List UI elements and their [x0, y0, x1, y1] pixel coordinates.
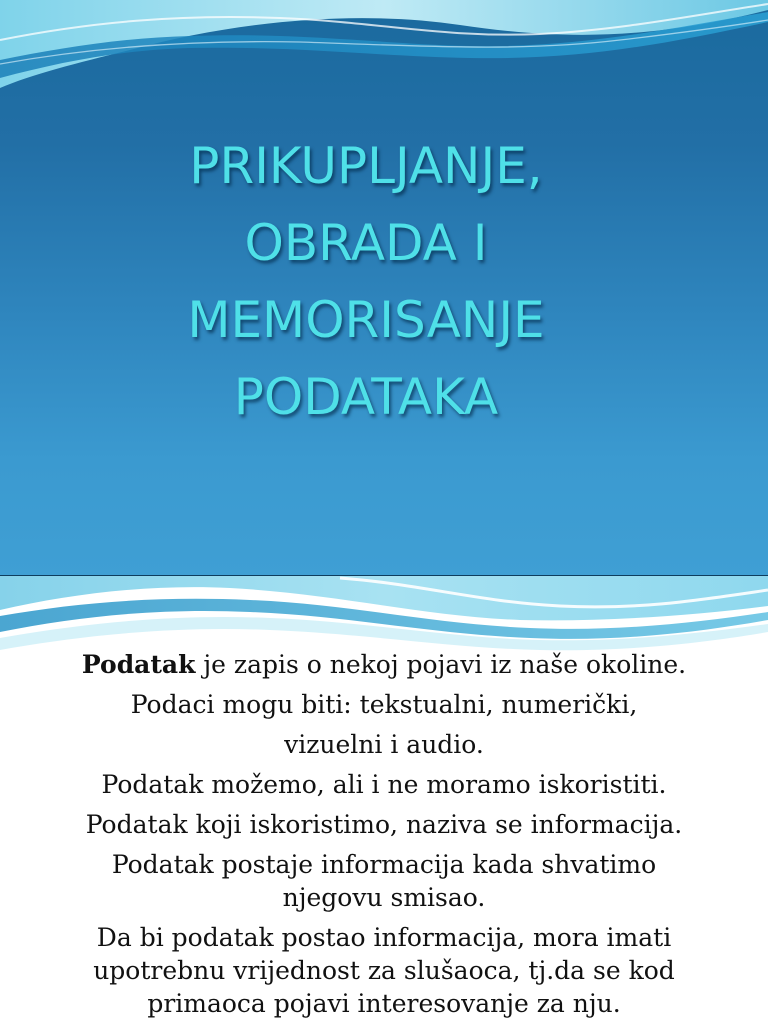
paragraph-text: je zapis o nekoj pojavi iz naše okoline. — [195, 650, 687, 679]
title-line: PODATAKA — [233, 368, 499, 426]
content-slide — [0, 576, 768, 1024]
paragraph — [20, 648, 748, 681]
bold-term: Podatak — [81, 650, 196, 679]
slide-title — [100, 128, 632, 436]
wave-decoration — [0, 0, 768, 120]
wave-decoration — [0, 576, 768, 656]
paragraph: vizuelni i audio. — [284, 730, 484, 759]
paragraph: Podaci mogu biti: tekstualni, numerički, — [130, 690, 638, 719]
title-line: OBRADA I — [244, 214, 488, 272]
paragraph: Podatak postaje informacija kada shvatimo njegovu smisao. — [111, 850, 657, 912]
title-line: PRIKUPLJANJE, — [189, 137, 543, 195]
title-line: MEMORISANJE — [187, 291, 545, 349]
paragraph: Da bi podatak postao informacija, mora imati upotrebnu vrijednost za slušaoca, tj.da se kod primaoca pojavi interesovanje za nju. — [93, 923, 675, 1018]
slide-body — [20, 648, 748, 1024]
paragraph: Podatak možemo, ali i ne moramo iskoristiti. — [101, 770, 667, 799]
paragraph: Podatak koji iskoristimo, naziva se informacija. — [85, 810, 683, 839]
